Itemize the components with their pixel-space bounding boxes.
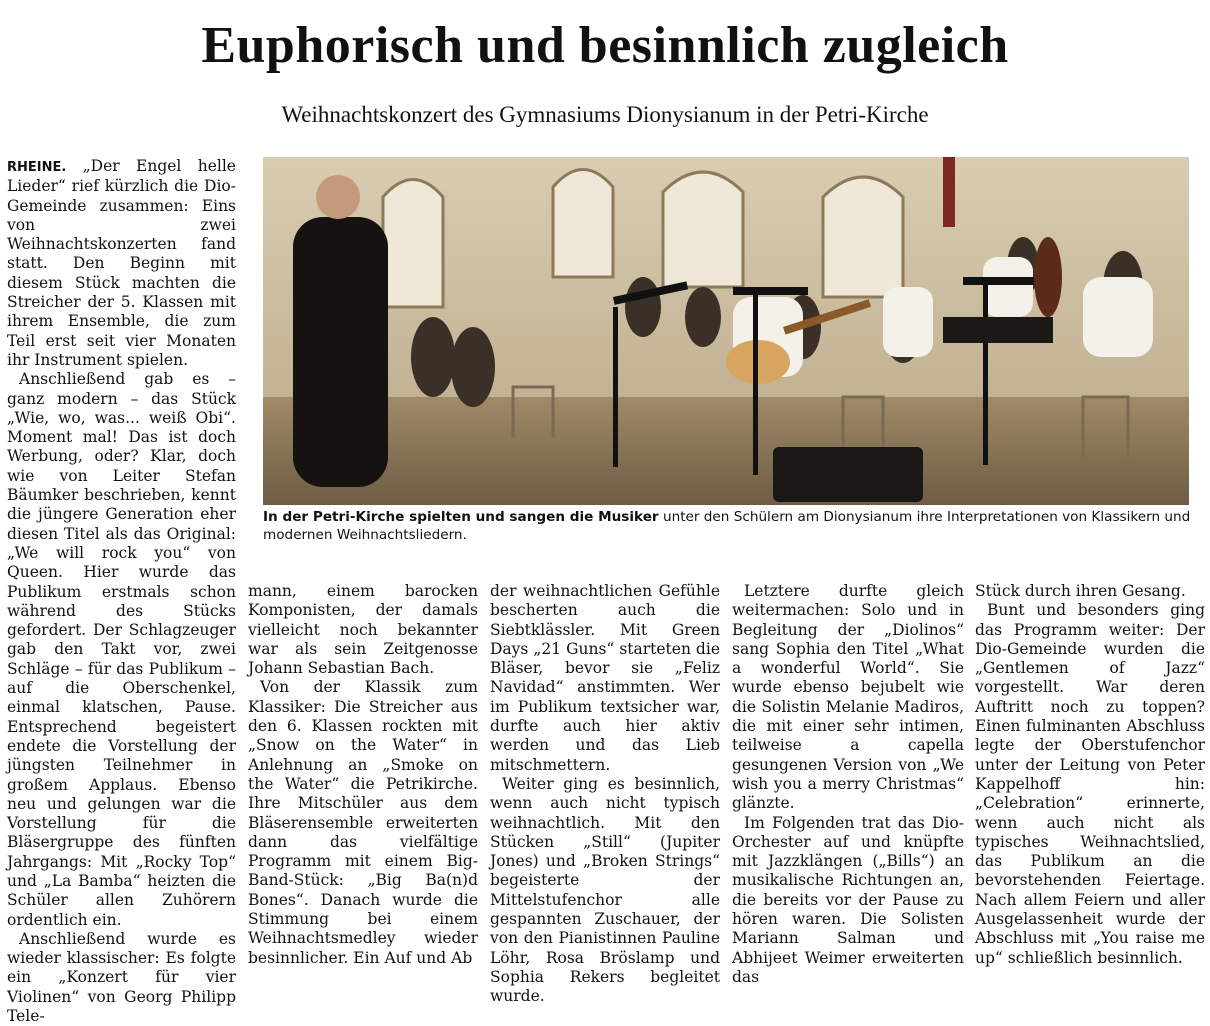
paragraph: Anschließend wurde es wieder klassischer: Es folgte ein „Konzert für vier Violinen“ von Georg Philipp Tele- (7, 929, 236, 1026)
paragraph: Bunt und besonders ging das Programm weiter: Der Dio-Gemeinde wurden die „Gentlemen of Jazz“ vorgestellt. War deren Auftritt noch zu toppen? Einen fulminanten Abschluss legte der Oberstufenchor unter der Leitung von Peter Kappelhoff hin: „Celebration“ erinnerte, wenn auch nicht als typisches Weihnachtslied, das Publikum an die bevorstehenden Feiertage. Nach allem Feiern und aller Ausgelassenheit wurde der Abschluss mit „You raise me up“ schließlich besinnlich. (975, 601, 1205, 967)
dateline: RHEINE. (7, 160, 67, 175)
paragraph: Anschließend gab es – ganz modern – das Stück „Wie, wo, was... weiß Obi“. Moment mal! Das ist doch Werbung, oder? Klar, doch wie von Leiter Stefan Bäumker beschrieben, kennt die jüngere Generation eher diesen Titel als das Original: „We will rock you“ von Queen. Hier wurde das Publikum erstmals schon während des Stücks gefordert. Der Schlagzeuger gab den Takt vor, zwei Schläge – für das Publikum – auf die Oberschenkel, einmal klatschen, Pause. Entsprechend begeistert endete die Vorstellung der jüngsten Teilnehmer in großem Applaus. Ebenso neu und gelungen war die Vorstellung für die Bläsergruppe des fünften Jahrgangs: Mit „Rocky Top“ und „La Bamba“ heizten die Schüler allen Zuhörern ordentlich ein. (7, 370, 236, 929)
headline: Euphorisch und besinnlich zugleich (201, 17, 1009, 74)
photo-caption (263, 508, 1193, 544)
concert-photo (263, 157, 1189, 505)
paragraph: der weihnachtlichen Gefühle bescherten auch die Siebtklässler. Mit Green Days „21 Guns“ starteten die Bläser, bevor sie „Feliz Navidad“ anstimmten. Wer im Publikum textsicher war, durfte auch hier aktiv werden und das Lieb mitschmettern. (490, 582, 720, 774)
column-2 (248, 582, 478, 967)
paragraph: Im Folgenden trat das Dio-Orchester auf und knüpfte mit Jazzklängen („Bills“) an musikalische Richtungen an, die bereits vor der Pause zu hören waren. Die Solisten Mariann Salman und Abhijeet Weimer erweiterten das (732, 813, 964, 986)
paragraph (7, 157, 236, 370)
column-5 (975, 582, 1205, 967)
column-4 (732, 582, 964, 986)
paragraph: Stück durch ihren Gesang. (975, 582, 1186, 600)
concert-photo-icon (263, 157, 1189, 505)
subheadline: Weihnachtskonzert des Gymnasiums Dionysianum in der Petri-Kirche (281, 102, 929, 127)
paragraph: Von der Klassik zum Klassiker: Die Streicher aus den 6. Klassen rockten mit „Snow on the Water“ in Anlehnung an „Smoke on the Water“ die Petrikirche. Ihre Mitschüler aus dem Bläserensemble erweiterten dann das vielfältige Programm mit einem Big-Band-Stück: „Big Ba(n)d Bones“. Danach wurde die Stimmung bei einem Weihnachtsmedley wieder besinnlicher. Ein Auf und Ab (248, 678, 478, 967)
paragraph-text: „Der Engel helle Lieder“ rief kürzlich die Dio-Gemeinde zusammen: Eins von zwei Weihnachtskonzerten fand statt. Den Beginn mit diesem Stück machten die Streicher der 5. Klassen mit ihrem Ensemble, die zum Teil erst seit vier Monaten ihr Instrument spielen. (7, 157, 236, 369)
paragraph: Letztere durfte gleich weitermachen: Solo und in Begleitung der „Diolinos“ sang Sophia den Titel „What a wonderful World“. Sie wurde ebenso bejubelt wie die Solistin Melanie Madiros, die mit einer sehr intimen, teilweise a capella gesungenen Version von „We wish you a merry Christmas“ glänzte. (732, 582, 964, 813)
column-1 (7, 157, 236, 1026)
column-3 (490, 582, 720, 1006)
caption-text: unter den Schülern am Dionysianum ihre Interpretationen von Klassikern und modernen Weihnachtsliedern. (263, 509, 1191, 543)
paragraph: Weiter ging es besinnlich, wenn auch nicht typisch weihnachtlich. Mit den Stücken „Still“ (Jupiter Jones) und „Broken Strings“ begeisterte der Mittelstufenchor alle gespannten Zuschauer, der von den Pianistinnen Pauline Löhr, Rosa Bröslamp und Sophia Rekers begleitet wurde. (490, 774, 720, 1006)
caption-lead: In der Petri-Kirche spielten und sangen die Musiker (263, 509, 659, 525)
paragraph: mann, einem barocken Komponisten, der damals vielleicht noch bekannter war als sein Zeitgenosse Johann Sebastian Bach. (248, 582, 478, 678)
